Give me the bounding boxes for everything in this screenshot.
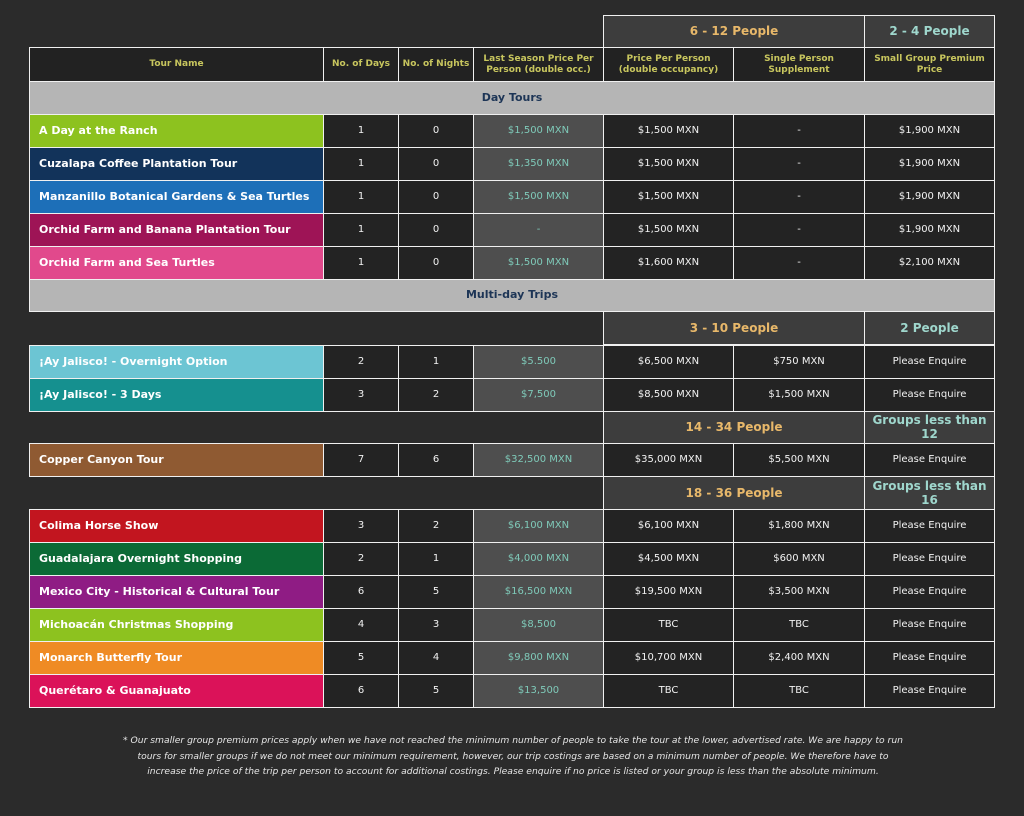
table-cell-nights: 1 — [398, 345, 474, 379]
col-header-tour-name: Tour Name — [29, 47, 324, 82]
table-cell-price: $1,500 MXN — [603, 114, 734, 148]
table-cell-name: Cuzalapa Coffee Plantation Tour — [29, 147, 324, 181]
table-cell-nights: 2 — [398, 378, 474, 412]
table-cell-name: A Day at the Ranch — [29, 114, 324, 148]
table-cell-name: Copper Canyon Tour — [29, 443, 324, 477]
section-day-tours: Day Tours — [29, 81, 995, 115]
table-cell-last: $1,500 MXN — [473, 180, 604, 214]
table-cell-last: $7,500 — [473, 378, 604, 412]
table-cell-small: Please Enquire — [864, 641, 995, 675]
table-cell-days: 1 — [323, 180, 399, 214]
table-cell-price: $8,500 MXN — [603, 378, 734, 412]
table-cell-supp: - — [733, 147, 865, 181]
table-cell-price: $6,100 MXN — [603, 509, 734, 543]
col-header-single-supplement: Single Person Supplement — [733, 47, 865, 82]
table-cell-days: 3 — [323, 509, 399, 543]
group-header-6-12: 6 - 12 People — [603, 15, 865, 48]
table-cell-name: Colima Horse Show — [29, 509, 324, 543]
table-cell-supp: $2,400 MXN — [733, 641, 865, 675]
table-cell-small: Please Enquire — [864, 509, 995, 543]
table-cell-name: Mexico City - Historical & Cultural Tour — [29, 575, 324, 609]
group-header-3-10: 3 - 10 People — [603, 311, 865, 345]
table-cell-last: $32,500 MXN — [473, 443, 604, 477]
table-cell-nights: 0 — [398, 147, 474, 181]
table-cell-supp: $1,800 MXN — [733, 509, 865, 543]
table-cell-name: Querétaro & Guanajuato — [29, 674, 324, 708]
table-cell-days: 6 — [323, 674, 399, 708]
table-cell-supp: $600 MXN — [733, 542, 865, 576]
table-cell-last: $5.500 — [473, 345, 604, 379]
table-cell-small: Please Enquire — [864, 345, 995, 379]
table-cell-nights: 0 — [398, 246, 474, 280]
table-cell-last: $8,500 — [473, 608, 604, 642]
table-cell-supp: - — [733, 213, 865, 247]
table-cell-days: 3 — [323, 378, 399, 412]
group-header-14-34: 14 - 34 People — [603, 410, 865, 444]
table-cell-last: $13,500 — [473, 674, 604, 708]
table-cell-supp: TBC — [733, 608, 865, 642]
table-cell-small: Please Enquire — [864, 674, 995, 708]
table-cell-name: Guadalajara Overnight Shopping — [29, 542, 324, 576]
table-cell-small: Please Enquire — [864, 575, 995, 609]
group-header-less-than-12: Groups less than 12 — [864, 410, 995, 444]
table-cell-supp: $5,500 MXN — [733, 443, 865, 477]
table-cell-last: $1,350 MXN — [473, 147, 604, 181]
table-cell-price: $1,500 MXN — [603, 213, 734, 247]
table-cell-small: $1,900 MXN — [864, 180, 995, 214]
table-cell-days: 5 — [323, 641, 399, 675]
table-cell-price: TBC — [603, 674, 734, 708]
table-cell-last: $1,500 MXN — [473, 246, 604, 280]
table-cell-price: $1,500 MXN — [603, 147, 734, 181]
section-multi-day: Multi-day Trips — [29, 278, 995, 312]
group-header-2-4: 2 - 4 People — [864, 15, 995, 48]
table-cell-name: Michoacán Christmas Shopping — [29, 608, 324, 642]
table-cell-price: $10,700 MXN — [603, 641, 734, 675]
col-header-price-pp: Price Per Person (double occupancy) — [603, 47, 734, 82]
table-cell-supp: - — [733, 114, 865, 148]
table-cell-days: 2 — [323, 542, 399, 576]
table-cell-name: Orchid Farm and Sea Turtles — [29, 246, 324, 280]
table-cell-last: $4,000 MXN — [473, 542, 604, 576]
table-cell-price: $6,500 MXN — [603, 345, 734, 379]
table-cell-small: $2,100 MXN — [864, 246, 995, 280]
table-cell-price: $35,000 MXN — [603, 443, 734, 477]
table-cell-last: $9,800 MXN — [473, 641, 604, 675]
table-cell-name: ¡Ay Jalisco! - 3 Days — [29, 378, 324, 412]
table-cell-small: $1,900 MXN — [864, 147, 995, 181]
table-cell-price: $19,500 MXN — [603, 575, 734, 609]
table-cell-nights: 0 — [398, 114, 474, 148]
table-cell-days: 6 — [323, 575, 399, 609]
table-cell-last: $1,500 MXN — [473, 114, 604, 148]
group-header-18-36: 18 - 36 People — [603, 476, 865, 510]
table-cell-name: Manzanillo Botanical Gardens & Sea Turtles — [29, 180, 324, 214]
col-header-last-season: Last Season Price Per Person (double occ.) — [473, 47, 604, 82]
table-cell-name: ¡Ay Jalisco! - Overnight Option — [29, 345, 324, 379]
table-cell-nights: 4 — [398, 641, 474, 675]
table-cell-small: Please Enquire — [864, 608, 995, 642]
col-header-small-group: Small Group Premium Price — [864, 47, 995, 82]
table-cell-price: $1,500 MXN — [603, 180, 734, 214]
table-cell-supp: $1,500 MXN — [733, 378, 865, 412]
table-cell-nights: 0 — [398, 180, 474, 214]
table-cell-days: 2 — [323, 345, 399, 379]
table-cell-small: Please Enquire — [864, 378, 995, 412]
table-cell-last: $6,100 MXN — [473, 509, 604, 543]
col-header-nights: No. of Nights — [398, 47, 474, 82]
table-cell-days: 1 — [323, 147, 399, 181]
table-cell-days: 1 — [323, 213, 399, 247]
table-cell-price: TBC — [603, 608, 734, 642]
table-cell-nights: 6 — [398, 443, 474, 477]
table-cell-small: $1,900 MXN — [864, 213, 995, 247]
table-cell-supp: - — [733, 180, 865, 214]
group-header-less-than-16: Groups less than 16 — [864, 476, 995, 510]
table-cell-small: $1,900 MXN — [864, 114, 995, 148]
table-cell-days: 4 — [323, 608, 399, 642]
table-cell-nights: 0 — [398, 213, 474, 247]
table-cell-small: Please Enquire — [864, 443, 995, 477]
table-cell-nights: 1 — [398, 542, 474, 576]
table-cell-days: 1 — [323, 114, 399, 148]
table-cell-nights: 3 — [398, 608, 474, 642]
table-cell-nights: 2 — [398, 509, 474, 543]
table-cell-price: $1,600 MXN — [603, 246, 734, 280]
table-cell-nights: 5 — [398, 575, 474, 609]
table-cell-supp: $750 MXN — [733, 345, 865, 379]
col-header-days: No. of Days — [323, 47, 399, 82]
table-cell-name: Orchid Farm and Banana Plantation Tour — [29, 213, 324, 247]
table-cell-days: 1 — [323, 246, 399, 280]
table-cell-supp: - — [733, 246, 865, 280]
table-cell-last: $16,500 MXN — [473, 575, 604, 609]
footnote: * Our smaller group premium prices apply when we have not reached the minimum number of people to take the tour at the lower, advertised rate. We are happy to run tours for smaller groups if we do not meet our minimum requirement, however, our trip costings are based on a minimum number of people. We therefore have to increase the price of the trip per person to account for additional costings. Please enquire if no price is listed or your group is less than the absolute minimum. — [123, 735, 903, 777]
table-cell-name: Monarch Butterfly Tour — [29, 641, 324, 675]
group-header-2-people: 2 People — [864, 311, 995, 345]
table-cell-small: Please Enquire — [864, 542, 995, 576]
table-cell-last: - — [473, 213, 604, 247]
table-cell-supp: TBC — [733, 674, 865, 708]
table-cell-days: 7 — [323, 443, 399, 477]
table-cell-price: $4,500 MXN — [603, 542, 734, 576]
table-cell-supp: $3,500 MXN — [733, 575, 865, 609]
table-cell-nights: 5 — [398, 674, 474, 708]
